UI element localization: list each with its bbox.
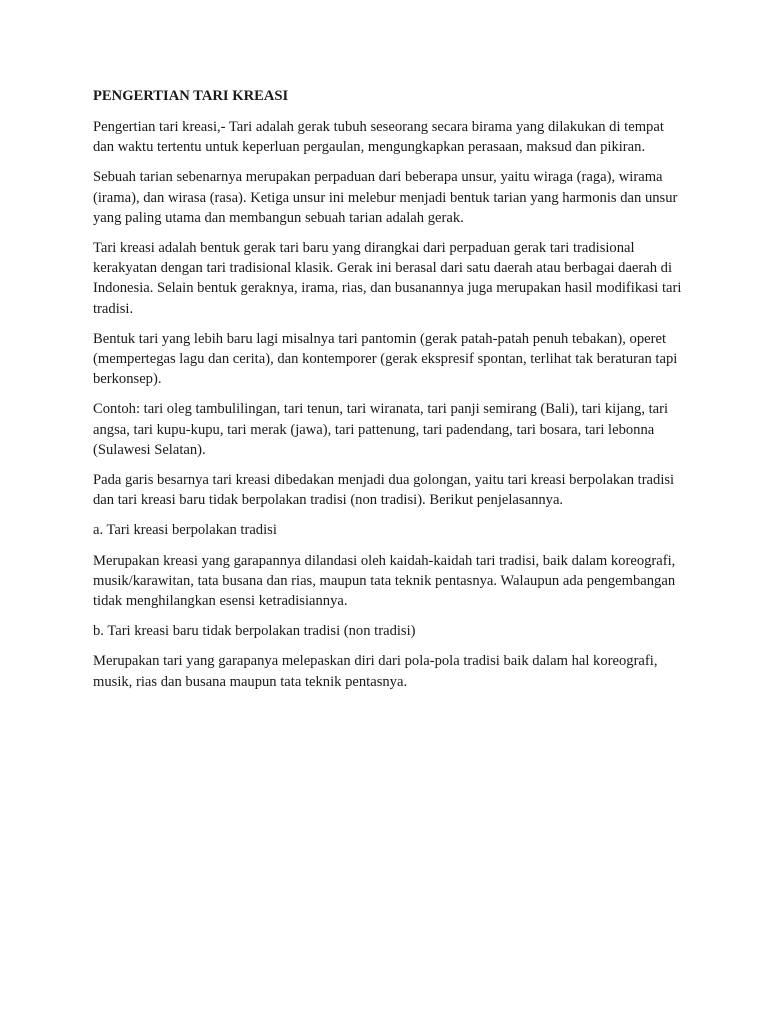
paragraph-a-description: Merupakan kreasi yang garapannya dilandasi oleh kaidah-kaidah tari tradisi, baik dalam koreografi, musik/karawitan, tata busana dan rias, maupun tata teknik pentasnya. Walaupun ada pengembangan tidak menghilangkan esensi ketradisiannya. (93, 552, 676, 610)
paragraph-classification: Pada garis besarnya tari kreasi dibedakan menjadi dua golongan, yaitu tari kreasi berpolakan tradisi dan tari kreasi baru tidak berpolakan tradisi (non tradisi). Berikut penjelasannya. (93, 472, 675, 509)
subheading-b: b. Tari kreasi baru tidak berpolakan tradisi (non tradisi) (93, 623, 416, 640)
document-title: PENGERTIAN TARI KREASI (93, 88, 289, 104)
paragraph-examples: Contoh: tari oleg tambulilingan, tari tenun, tari wiranata, tari panji semirang (Bali), tari kijang, tari angsa, tari kupu-kupu, tari merak (jawa), tari pattenung, tari padendang, tari bosara, tari lebonna (Sulawesi Selatan). (93, 401, 669, 458)
paragraph-tari-kreasi: Tari kreasi adalah bentuk gerak tari baru yang dirangkai dari perpaduan gerak tari tradisional kerakyatan dengan tari tradisional klasik. Gerak ini berasal dari satu daerah atau berbagai daerah di Indonesia. Selain bentuk geraknya, irama, rias, dan busanannya juga merupakan hasil modifikasi tari tradisi. (93, 240, 682, 317)
paragraph-definition: Pengertian tari kreasi,- Tari adalah gerak tubuh seseorang secara birama yang dilakukan di tempat dan waktu tertentu untuk keperluan pergaulan, mengungkapkan perasaan, maksud dan pikiran. (93, 119, 664, 156)
subheading-a: a. Tari kreasi berpolakan tradisi (93, 522, 277, 539)
paragraph-elements: Sebuah tarian sebenarnya merupakan perpaduan dari beberapa unsur, yaitu wiraga (raga), wirama (irama), dan wirasa (rasa). Ketiga unsur ini melebur menjadi bentuk tarian yang harmonis dan unsur yang paling utama dan membangun sebuah tarian adalah gerak. (93, 169, 678, 226)
paragraph-newer-forms: Bentuk tari yang lebih baru lagi misalnya tari pantomin (gerak patah-patah penuh tebakan), operet (mempertegas lagu dan cerita), dan kontemporer (gerak ekspresif spontan, terlihat tak beraturan tapi berkonsep). (93, 330, 678, 388)
paragraph-b-description: Merupakan tari yang garapanya melepaskan diri dari pola-pola tradisi baik dalam hal koreografi, musik, rias dan busana maupun tata teknik pentasnya. (93, 653, 658, 690)
